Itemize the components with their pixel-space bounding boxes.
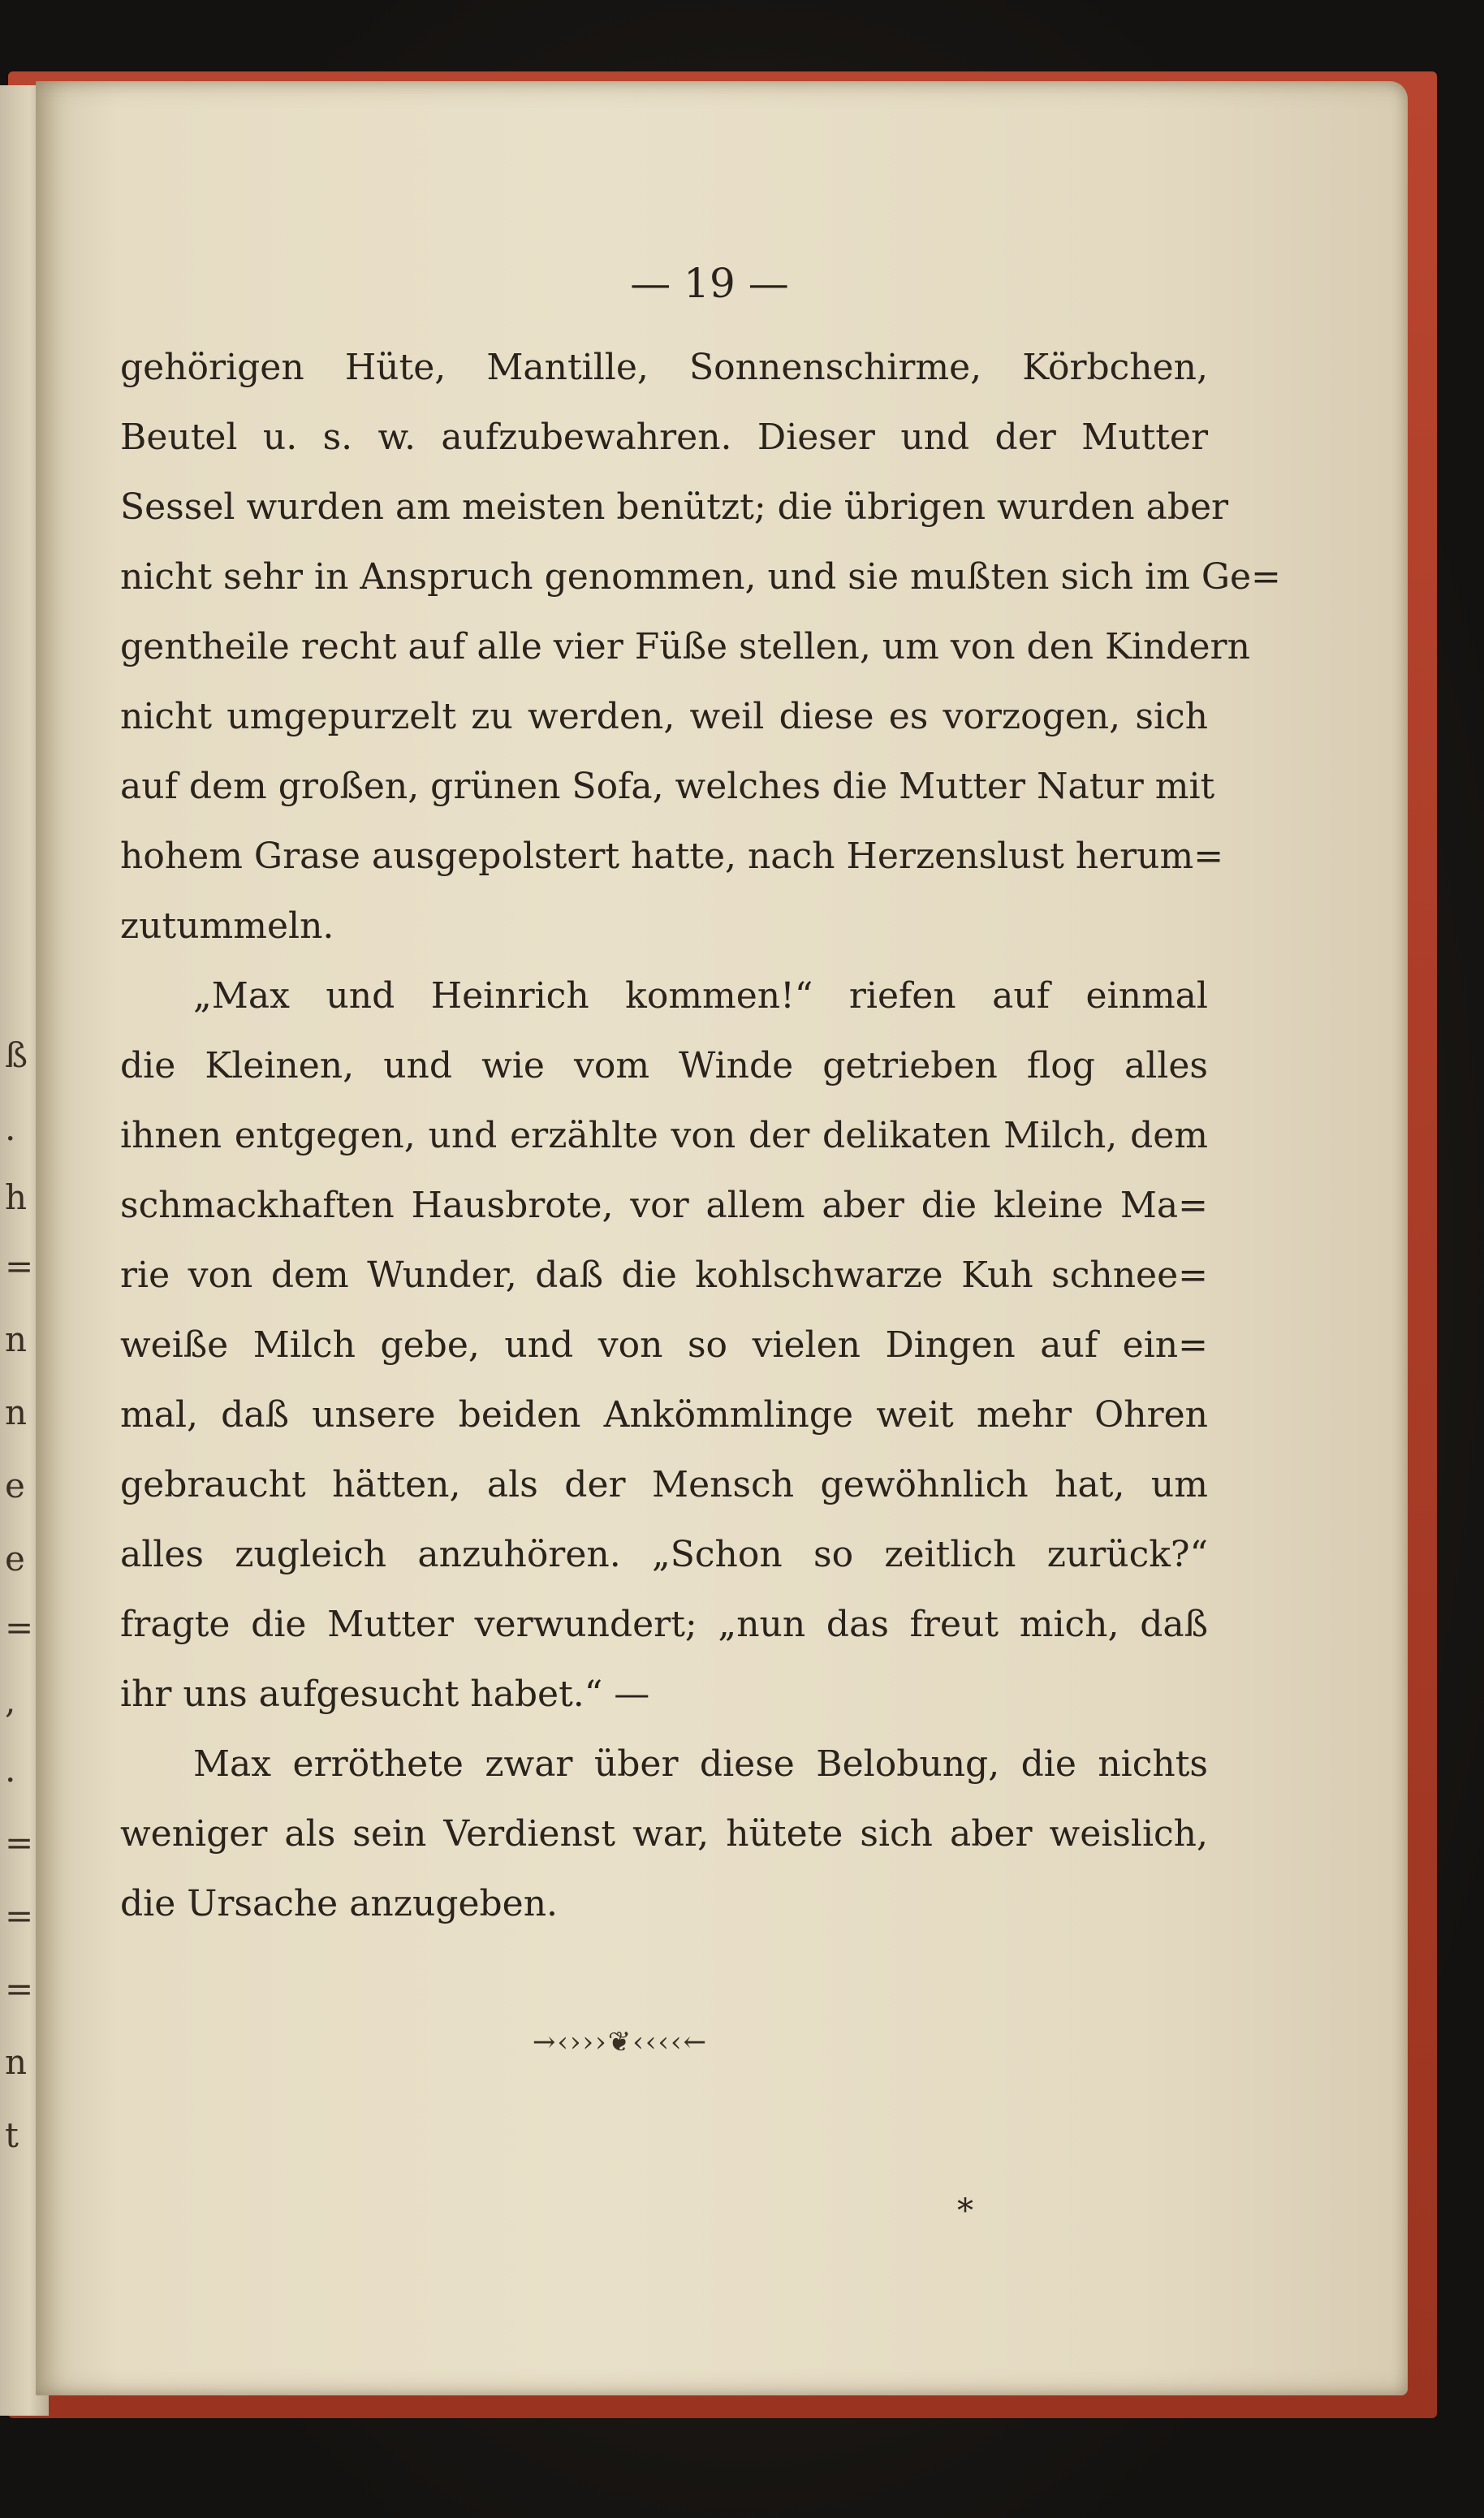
fragment: . [5, 1108, 16, 1148]
text-line: Sessel wurden am meisten benützt; die übrigen wurden aber [120, 486, 1229, 528]
fragment: = [5, 1896, 34, 1936]
fragment: = [5, 1823, 34, 1863]
fragment: n [5, 2042, 28, 2082]
fragment: . [5, 1750, 16, 1790]
fragment: e [5, 1466, 25, 1505]
text-line: rie von dem Wunder, daß die kohlschwarze Kuh schnee= [120, 1255, 1208, 1296]
text-line: gentheile recht auf alle vier Füße stellen, um von den Kindern [120, 626, 1250, 667]
fragment: e [5, 1539, 25, 1579]
body-text [120, 333, 1281, 1939]
text-line: weniger als sein Verdienst war, hütete sich aber weislich, [120, 1813, 1208, 1855]
fragment: = [5, 1969, 34, 2009]
text-line: weiße Milch gebe, und von so vielen Dingen auf ein= [120, 1324, 1208, 1366]
text-line: schmackhaften Hausbrote, vor allem aber die kleine Ma= [120, 1185, 1208, 1226]
text-line: alles zugleich anzuhören. „Schon so zeitlich zurück?“ [120, 1534, 1208, 1575]
text-line: ihnen entgegen, und erzählte von der delikaten Milch, dem [120, 1115, 1208, 1156]
signature-asterisk: * [957, 2192, 973, 2230]
text-line: „Max und Heinrich kommen!“ riefen auf einmal [193, 975, 1208, 1017]
text-line: zutummeln. [120, 905, 334, 947]
text-line: ihr uns aufgesucht habet.“ — [120, 1674, 650, 1715]
page-number: — 19 — [630, 260, 789, 307]
text-line: die Kleinen, und wie vom Winde getrieben flog alles [120, 1045, 1208, 1086]
text-line: gebraucht hätten, als der Mensch gewöhnlich hat, um [120, 1464, 1208, 1505]
text-line: die Ursache anzugeben. [120, 1883, 559, 1924]
previous-page-fragments [0, 85, 32, 2416]
text-line: nicht umgepurzelt zu werden, weil diese es vorzogen, sich [120, 696, 1208, 737]
fragment: n [5, 1393, 28, 1432]
fragment: h [5, 1177, 28, 1217]
text-line: gehörigen Hüte, Mantille, Sonnenschirme, Körbchen, [120, 347, 1208, 388]
text-line: auf dem großen, grünen Sofa, welches die Mutter Natur mit [120, 766, 1215, 807]
book-page [36, 81, 1408, 2395]
text-line: fragte die Mutter verwundert; „nun das freut mich, daß [120, 1604, 1208, 1645]
fragment: , [5, 1681, 16, 1721]
fragment: = [5, 1608, 34, 1648]
fragment: n [5, 1319, 28, 1359]
end-ornament: →‹›››❦‹‹‹‹← [532, 2026, 709, 2058]
text-line: hohem Grase ausgepolstert hatte, nach Herzenslust herum= [120, 836, 1224, 877]
text-line: mal, daß unsere beiden Ankömmlinge weit mehr Ohren [120, 1394, 1208, 1436]
fragment: t [5, 2115, 19, 2155]
fragment: ß [5, 1035, 28, 1075]
fragment: = [5, 1246, 34, 1286]
text-line: Max erröthete zwar über diese Belobung, die nichts [193, 1743, 1208, 1785]
text-line: nicht sehr in Anspruch genommen, und sie mußten sich im Ge= [120, 556, 1281, 598]
text-line: Beutel u. s. w. aufzubewahren. Dieser und der Mutter [120, 417, 1208, 458]
